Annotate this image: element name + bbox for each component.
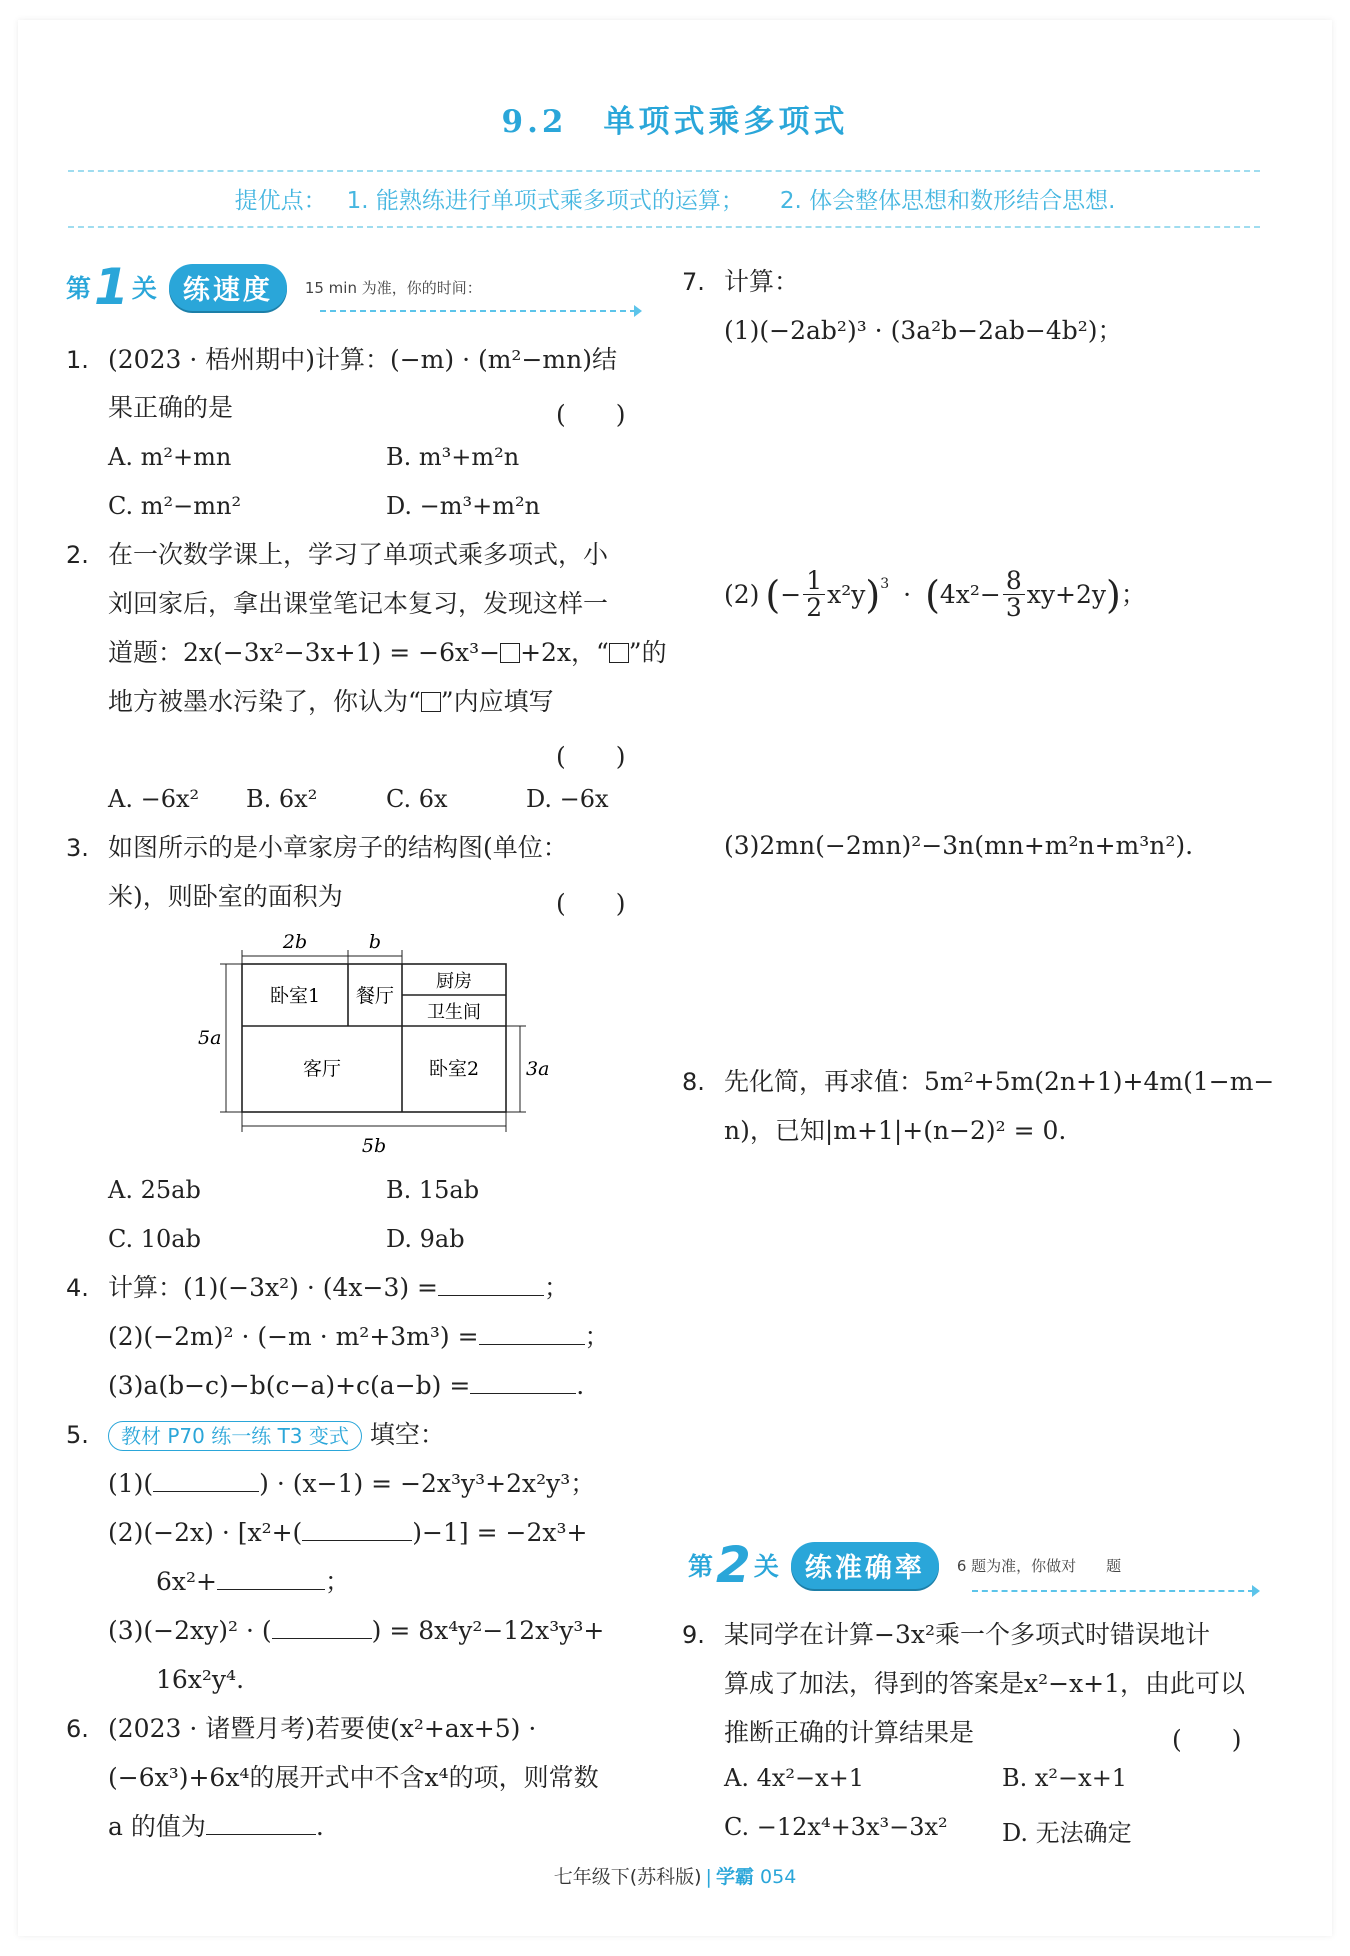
q5-p1-blank[interactable] <box>153 1467 259 1492</box>
q7 <box>682 262 705 302</box>
footer-separator: | <box>705 1866 712 1888</box>
q8-line2: n)，已知|m+1|+(n−2)² = 0. <box>724 1116 1067 1145</box>
q5-p3-b: ) = 8x⁴y²−12x³y³+ <box>371 1616 605 1645</box>
q2-line3 <box>108 633 667 673</box>
q2-option-b[interactable]: B. 6x² <box>246 785 318 813</box>
q1-option-c[interactable]: C. m²−mn² <box>108 492 242 520</box>
q6-line3-end: . <box>315 1812 324 1841</box>
level1-di: 第 <box>66 274 92 303</box>
q3-option-c[interactable]: C. 10ab <box>108 1225 201 1253</box>
q5-intro: 填空： <box>369 1420 445 1449</box>
room-bedroom2: 卧室2 <box>428 1058 480 1080</box>
q5-p1-b: ) · (x−1) = −2x³y³+2x²y³； <box>259 1469 596 1498</box>
q1-option-d[interactable]: D. −m³+m²n <box>386 492 541 520</box>
q7-p2-frac1-num: 1 <box>803 568 825 595</box>
level2-number: 2 <box>716 1536 751 1594</box>
q7-p2-power: 3 <box>880 575 890 592</box>
q6-blank[interactable] <box>206 1810 316 1835</box>
q4-p2-expr: (2)(−2m)² · (−m · m²+3m³) = <box>108 1322 479 1351</box>
q8 <box>682 1062 705 1102</box>
q7-p2-c: 4x²− <box>939 579 1001 609</box>
q4-p3-expr: (3)a(b−c)−b(c−a)+c(a−b) = <box>108 1371 471 1400</box>
q5-number: 5. <box>66 1421 89 1449</box>
q7-p2-frac1 <box>803 568 825 621</box>
q4-p2-blank[interactable] <box>479 1320 585 1345</box>
room-bathroom: 卫生间 <box>427 1002 481 1023</box>
q7-number: 7. <box>682 268 705 296</box>
section-number: 9.2 <box>501 104 568 140</box>
q2-option-d[interactable]: D. −6x <box>526 785 609 813</box>
level2-header <box>688 1536 1122 1594</box>
level1-arrow-line <box>320 310 636 312</box>
q2-line3-a: 道题：2x(−3x²−3x+1) = −6x³− <box>108 638 501 667</box>
q5-p2-a: (2)(−2x) · [x²+( <box>108 1518 303 1547</box>
room-bedroom1: 卧室1 <box>269 985 321 1007</box>
q2-line4-a: 地方被墨水污染了，你认为“ <box>108 687 421 716</box>
q1-line2: 果正确的是 <box>108 393 234 422</box>
q7-p2-lparen1: ( <box>765 572 781 617</box>
q7-p2-label: (2) <box>724 579 760 609</box>
q5-p3-blank[interactable] <box>272 1614 372 1639</box>
q4-line2 <box>108 1317 610 1357</box>
level1-guan: 关 <box>131 274 157 303</box>
level2-guan: 关 <box>753 1552 779 1581</box>
q7-p2-d: xy+2y <box>1026 579 1106 609</box>
house-floor-plan-diagram <box>196 930 566 1160</box>
q4-p3-end: . <box>576 1371 585 1400</box>
ink-box-icon <box>609 643 629 663</box>
q6-line1: (2023 · 诸暨月考)若要使(x²+ax+5) · <box>108 1714 537 1743</box>
level1-number: 1 <box>94 258 129 316</box>
q5-line5: 16x²y⁴. <box>156 1665 245 1694</box>
q1-line1: (2023 · 梧州期中)计算：(−m) · (m²−mn)结 <box>108 345 617 374</box>
skills-bar <box>0 182 1350 215</box>
q1-answer-paren[interactable]: ( ) <box>556 400 626 429</box>
skill-1: 1. 能熟练进行单项式乘多项式的运算； <box>346 188 744 214</box>
footer-brand: 学霸 <box>715 1866 754 1888</box>
q7-p2-frac2-num: 8 <box>1003 568 1025 595</box>
q5-intro-line <box>108 1415 445 1455</box>
q2-option-c[interactable]: C. 6x <box>386 785 448 813</box>
q5-p2-blank[interactable] <box>302 1516 412 1541</box>
q5-p2-blank2[interactable] <box>217 1565 325 1590</box>
q5-line1 <box>108 1464 595 1504</box>
q4-p2-end: ； <box>584 1322 610 1351</box>
q4 <box>66 1268 89 1308</box>
q3-line2: 米)，则卧室的面积为 <box>108 882 343 911</box>
q9-number: 9. <box>682 1621 705 1649</box>
label-3a: 3a <box>526 1058 550 1080</box>
page-footer <box>0 1862 1350 1889</box>
q1-option-b[interactable]: B. m³+m²n <box>386 443 520 471</box>
skill-2: 2. 体会整体思想和数形结合思想. <box>779 188 1116 214</box>
room-dining: 餐厅 <box>355 985 395 1007</box>
q3-line1: 如图所示的是小章家房子的结构图(单位： <box>108 833 568 862</box>
q7-p2-frac1-den: 2 <box>806 593 823 622</box>
q2-line3-c: ”的 <box>628 638 667 667</box>
q6-line3-a: a 的值为 <box>108 1812 206 1841</box>
q2-line1: 在一次数学课上，学习了单项式乘多项式，小 <box>108 540 609 569</box>
level2-note: 6 题为准，你做对 题 <box>956 1556 1122 1575</box>
q2-line2: 刘回家后，拿出课堂笔记本复习，发现这样一 <box>108 589 609 618</box>
label-b: b <box>368 931 382 953</box>
q8-number: 8. <box>682 1068 705 1096</box>
q4-p1-blank[interactable] <box>438 1271 544 1296</box>
q5-p1-a: (1)( <box>108 1469 154 1498</box>
level2-di: 第 <box>688 1552 714 1581</box>
q7-p2-frac2-den: 3 <box>1005 593 1022 622</box>
level2-arrow-line <box>972 1590 1254 1592</box>
q5-p3-a: (3)(−2xy)² · ( <box>108 1616 272 1645</box>
level1-badge: 练速度 <box>169 264 287 311</box>
q6-line2: (−6x³)+6x⁴的展开式中不含x⁴的项，则常数 <box>108 1763 599 1792</box>
q6 <box>66 1709 89 1749</box>
q5-p2-b: )−1] = −2x³+ <box>412 1518 588 1547</box>
q4-p1-expr: 计算：(1)(−3x²) · (4x−3) = <box>108 1273 438 1302</box>
level1-header <box>66 258 482 316</box>
q9-option-a[interactable]: A. 4x²−x+1 <box>724 1764 865 1792</box>
q6-number: 6. <box>66 1715 89 1743</box>
q3 <box>66 828 89 868</box>
q5 <box>66 1415 89 1455</box>
footer-grade: 七年级下(苏科版) <box>553 1866 702 1888</box>
q7-part1: (1)(−2ab²)³ · (3a²b−2ab−4b²)； <box>724 316 1123 345</box>
q7-p2-lparen2: ( <box>925 572 940 617</box>
q5-p2-c: 6x²+ <box>156 1567 217 1596</box>
q2-number: 2. <box>66 541 89 569</box>
q7-p2-rparen1: ) <box>865 572 881 617</box>
label-5a: 5a <box>198 1027 222 1049</box>
q9-option-b[interactable]: B. x²−x+1 <box>1002 1764 1128 1792</box>
q3-option-b[interactable]: B. 15ab <box>386 1176 480 1204</box>
q5-line4 <box>108 1611 604 1651</box>
q7-part2 <box>724 568 1146 621</box>
q7-p2-frac2 <box>1003 568 1025 621</box>
q3-option-d[interactable]: D. 9ab <box>386 1225 465 1253</box>
q4-p1-end: ； <box>544 1273 570 1302</box>
skills-label: 提优点： <box>234 188 327 214</box>
ink-box-icon <box>500 643 520 663</box>
level1-note: 15 min 为准，你的时间： <box>304 278 482 297</box>
q9-option-c[interactable]: C. −12x⁴+3x³−3x² <box>724 1813 948 1841</box>
q2-line4-b: ”内应填写 <box>440 687 554 716</box>
room-living: 客厅 <box>302 1058 342 1080</box>
q7-p2-end: ； <box>1120 579 1146 609</box>
q8-line1: 先化简，再求值：5m²+5m(2n+1)+4m(1−m− <box>724 1067 1275 1096</box>
q9 <box>682 1615 705 1655</box>
q2-option-a[interactable]: A. −6x² <box>108 785 200 813</box>
textbook-tag: 教材 P70 练一练 T3 变式 <box>108 1421 362 1451</box>
q5-p2-end: ； <box>324 1567 350 1596</box>
q5-line2 <box>108 1513 587 1553</box>
q1 <box>66 340 89 380</box>
q9-option-d[interactable]: D. 无法确定 <box>1002 1819 1132 1847</box>
q6-line3 <box>108 1807 324 1847</box>
q7-part3: (3)2mn(−2mn)²−3n(mn+m²n+m³n²). <box>724 831 1194 860</box>
q4-line3 <box>108 1366 584 1406</box>
q3-answer-paren[interactable]: ( ) <box>556 889 626 918</box>
q9-line3: 推断正确的计算结果是 <box>724 1718 975 1747</box>
q9-answer-paren[interactable]: ( ) <box>1172 1725 1242 1754</box>
q4-p3-blank[interactable] <box>470 1369 576 1394</box>
q2-line3-b: +2x，“ <box>520 638 609 667</box>
q7-title: 计算： <box>724 267 800 296</box>
q4-number: 4. <box>66 1274 89 1302</box>
q2 <box>66 535 89 575</box>
q1-option-a[interactable]: A. m²+mn <box>108 443 232 471</box>
divider-top <box>68 170 1260 172</box>
q7-p2-rparen2: ) <box>1105 572 1121 617</box>
q2-answer-paren[interactable]: ( ) <box>556 742 626 771</box>
footer-page-number: 054 <box>760 1866 797 1888</box>
q9-line2: 算成了加法，得到的答案是x²−x+1，由此可以 <box>724 1669 1246 1698</box>
q4-line1 <box>108 1268 569 1308</box>
q7-p2-minus: − <box>780 579 802 609</box>
level2-badge: 练准确率 <box>791 1542 939 1589</box>
divider-bottom <box>68 226 1260 228</box>
q9-line1: 某同学在计算−3x²乘一个多项式时错误地计 <box>724 1620 1210 1649</box>
q1-number: 1. <box>66 346 89 374</box>
q3-number: 3. <box>66 834 89 862</box>
q2-line4 <box>108 682 554 722</box>
ink-box-icon <box>421 692 441 712</box>
section-title-text: 单项式乘多项式 <box>603 104 849 140</box>
section-title <box>0 96 1350 141</box>
room-kitchen: 厨房 <box>436 971 472 992</box>
label-2b: 2b <box>282 931 308 953</box>
label-5b: 5b <box>361 1135 387 1157</box>
q7-p2-dot: · <box>903 579 912 609</box>
q3-option-a[interactable]: A. 25ab <box>108 1176 201 1204</box>
q7-p2-b: x²y <box>827 579 866 609</box>
q5-line3 <box>156 1562 350 1602</box>
